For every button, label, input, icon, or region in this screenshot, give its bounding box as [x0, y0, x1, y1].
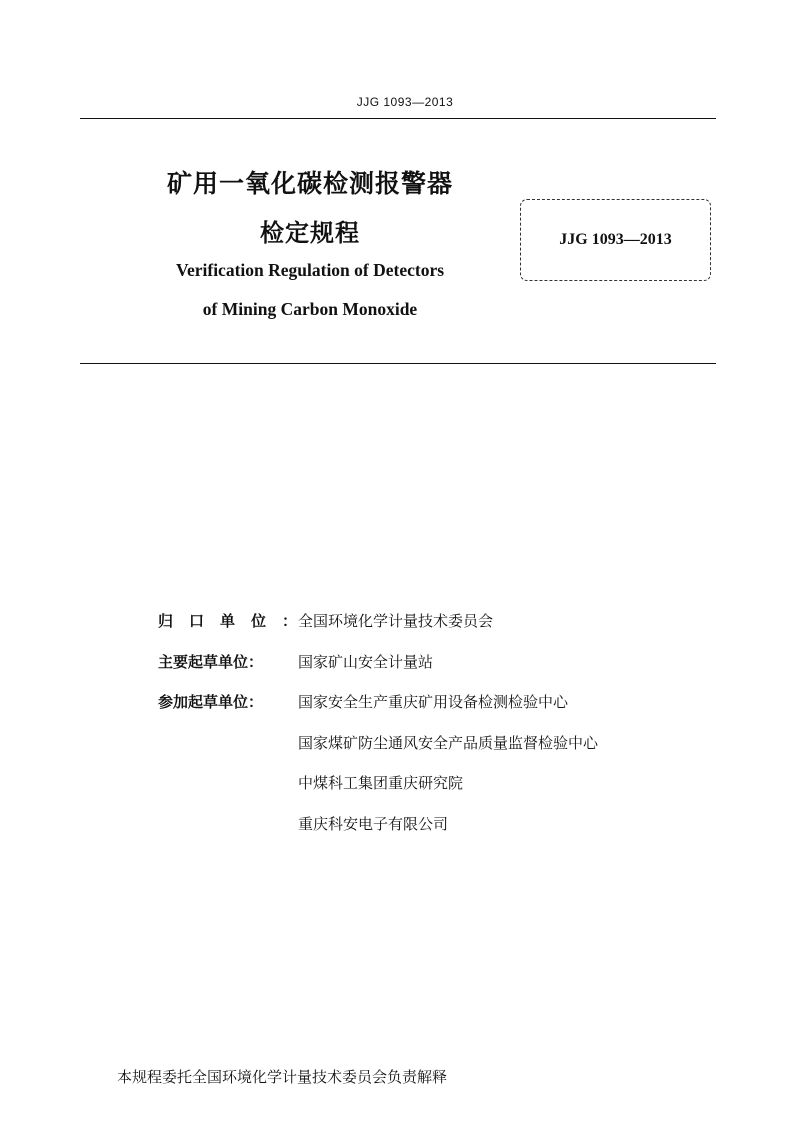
info-value: 重庆科安电子有限公司 [298, 814, 449, 833]
info-label: 主要起草单位： [158, 652, 264, 671]
info-row-participating-drafter [158, 732, 598, 753]
middle-divider [80, 363, 716, 364]
info-label: 参加起草单位： [158, 693, 264, 711]
document-code-header: JJG 1093—2013 [356, 95, 454, 109]
info-value: 国家安全生产重庆矿用设备检测检验中心 [298, 693, 569, 711]
document-subtitle-cn: 检定规程 [260, 219, 360, 247]
document-title-en-line1: Verification Regulation of Detectors [175, 260, 445, 280]
info-value: 国家煤矿防尘通风安全产品质量监督检验中心 [298, 733, 599, 752]
drafting-units-block [158, 610, 598, 853]
document-title-en-line2: of Mining Carbon Monoxide [202, 299, 418, 319]
info-value: 全国环境化学计量技术委员会 [298, 612, 494, 630]
interpretation-note: 本规程委托全国环境化学计量技术委员会负责解释 [117, 1068, 448, 1086]
info-row-main-drafter [158, 651, 598, 672]
top-divider [80, 118, 716, 119]
info-row-responsible-unit [158, 610, 598, 631]
info-label: 归口单位： [158, 612, 298, 630]
regulation-code-box [520, 199, 711, 281]
info-value: 中煤科工集团重庆研究院 [298, 774, 464, 792]
info-row-participating-drafter [158, 772, 598, 793]
document-title-cn: 矿用一氧化碳检测报警器 [166, 169, 453, 198]
info-value: 国家矿山安全计量站 [298, 652, 434, 671]
regulation-code: JJG 1093—2013 [559, 231, 672, 248]
info-row-participating-drafter [158, 813, 598, 834]
info-row-participating-drafter [158, 691, 598, 712]
